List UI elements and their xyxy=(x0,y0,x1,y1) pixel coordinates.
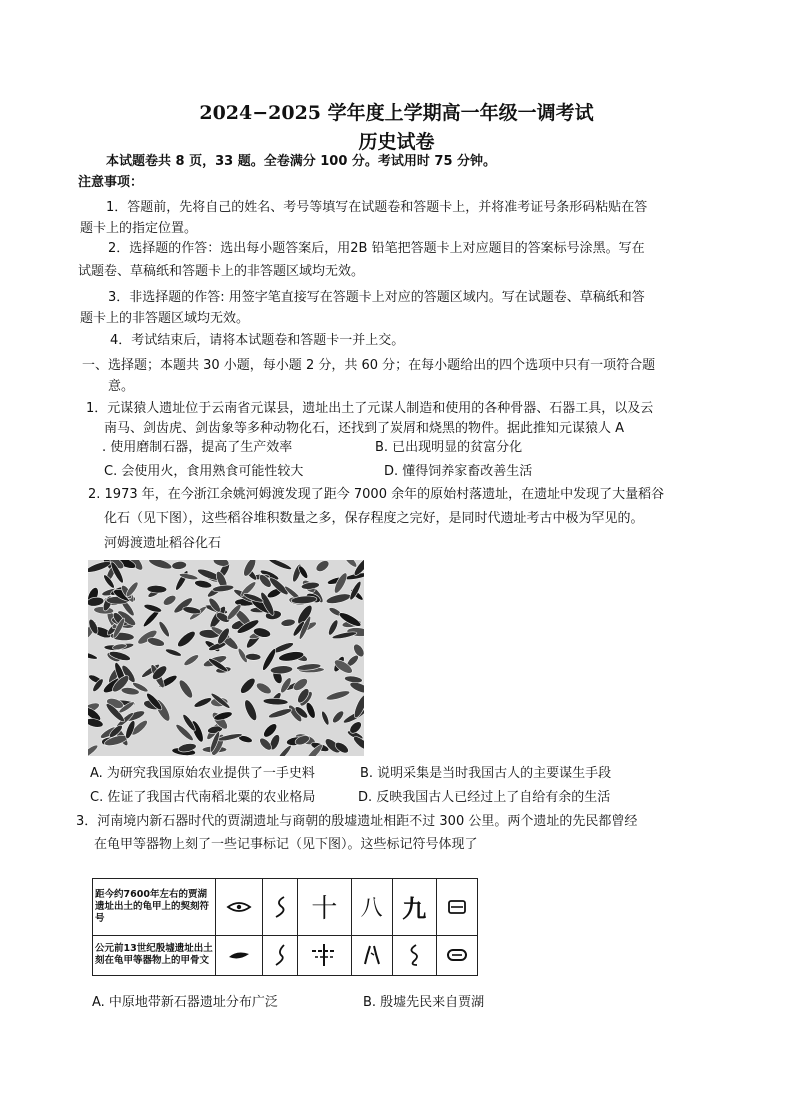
sun-box-icon xyxy=(447,899,467,915)
q2-figure-caption: 河姆渡遗址稻谷化石 xyxy=(104,536,222,551)
q1-option-b: B. 已出现明显的贫富分化 xyxy=(375,440,523,455)
symbol-comparison-table xyxy=(92,878,478,976)
split-glyph-icon xyxy=(362,943,382,967)
table-row-yinxu xyxy=(93,935,478,975)
q3-stem-line-1: 3．河南境内新石器时代的贾湖遗址与商朝的殷墟遗址相距不过 300 公里。两个遗址的先民都曾经 xyxy=(76,814,638,829)
q3-stem-line-2: 在龟甲等器物上刻了一些记事标记（见下图）。这些标记符号体现了 xyxy=(94,837,478,852)
q1-option-c: C. 会使用火，食用熟食可能性较大 xyxy=(104,464,304,479)
note-2-line-2: 试题卷、草稿纸和答题卡上的非答题区域均无效。 xyxy=(78,264,365,279)
exam-info: 本试题卷共 8 页，33 题。全卷满分 100 分。考试用时 75 分钟。 xyxy=(106,154,497,169)
hook-icon xyxy=(271,894,289,920)
eye-icon xyxy=(226,900,252,914)
q2-option-c: C. 佐证了我国古代南稻北粟的农业格局 xyxy=(90,790,316,805)
yinxu-nine-symbol xyxy=(392,935,436,975)
rice-fossil-photo xyxy=(88,560,364,756)
jiahu-sun-symbol xyxy=(436,879,477,936)
exam-subtitle: 历史试卷 xyxy=(358,131,435,153)
note-3-line-2: 题卡上的非答题区域均无效。 xyxy=(80,311,250,326)
q1-option-d: D. 懂得饲养家畜改善生活 xyxy=(384,464,533,479)
jiahu-ten-symbol: 十 xyxy=(298,879,351,936)
jiahu-eye-symbol xyxy=(216,879,263,936)
jiahu-nine-symbol: 九 xyxy=(392,879,436,936)
q2-option-b: B. 说明采集是当时我国古人的主要谋生手段 xyxy=(360,766,612,781)
table-row-jiahu xyxy=(93,879,478,936)
yinxu-ten-symbol xyxy=(298,935,351,975)
exam-title: 2024−2025 学年度上学期高一年级一调考试 xyxy=(199,102,594,124)
eye-glyph-icon xyxy=(227,948,251,962)
note-2-line-1: 2．选择题的作答：选出每小题答案后，用2B 铅笔把答题卡上对应题目的答案标号涂黑。写在 xyxy=(108,241,645,256)
q2-option-a: A. 为研究我国原始农业提供了一手史料 xyxy=(90,766,315,781)
section-1-line-2: 意。 xyxy=(108,379,135,394)
q1-stem-line-1: 1．元谋猿人遗址位于云南省元谋县，遗址出土了元谋人制造和使用的各种骨器、石器工具，以及云 xyxy=(86,401,654,416)
row-label-yinxu: 公元前13世纪殷墟遗址出土刻在龟甲等器物上的甲骨文 xyxy=(93,935,216,975)
yinxu-hook-symbol xyxy=(263,935,298,975)
q2-stem-line-2: 化石（见下图），这些稻谷堆积数量之多，保存程度之完好，是同时代遗址考古中极为罕见的。 xyxy=(104,511,644,526)
q3-option-a: A. 中原地带新石器遗址分布广泛 xyxy=(92,995,278,1010)
jiahu-eight-symbol: 八 xyxy=(351,879,392,936)
yinxu-eight-symbol xyxy=(351,935,392,975)
note-1-line-2: 题卡上的指定位置。 xyxy=(80,221,198,236)
q3-option-b: B. 殷墟先民来自贾湖 xyxy=(363,995,485,1010)
q1-option-a: . 使用磨制石器，提高了生产效率 xyxy=(102,440,293,455)
curl-glyph-icon xyxy=(405,942,423,968)
notes-heading: 注意事项： xyxy=(78,175,144,190)
note-1-line-1: 1．答题前，先将自己的姓名、考号等填写在试题卷和答题卡上，并将准考证号条形码粘贴在答 xyxy=(106,200,648,215)
note-4: 4．考试结束后，请将本试题卷和答题卡一并上交。 xyxy=(110,333,405,348)
row-label-jiahu: 距今约7600年左右的贾湖遗址出土的龟甲上的契刻符号 xyxy=(93,879,216,936)
note-3-line-1: 3．非选择题的作答: 用签字笔直接写在答题卡上对应的答题区域内。写在试题卷、草稿纸和答 xyxy=(108,290,645,305)
oval-glyph-icon xyxy=(446,948,468,962)
stroke-glyph-icon xyxy=(272,942,288,968)
q1-stem-line-2: 南马、剑齿虎、剑齿象等多种动物化石，还找到了炭屑和烧黑的物件。据此推知元谋猿人 A xyxy=(104,421,625,436)
q2-stem-line-1: 2. 1973 年，在今浙江余姚河姆渡发现了距今 7000 余年的原始村落遗址，在遗址中发现了大量稻谷 xyxy=(88,487,665,502)
yinxu-sun-symbol xyxy=(436,935,477,975)
cross-glyph-icon xyxy=(309,942,339,968)
q2-option-d: D. 反映我国古人已经过上了自给有余的生活 xyxy=(358,790,611,805)
yinxu-eye-symbol xyxy=(216,935,263,975)
section-1-line-1: 一、选择题；本题共 30 小题，每小题 2 分，共 60 分；在每小题给出的四个选项中只有一项符合题 xyxy=(82,358,656,373)
jiahu-hook-symbol xyxy=(263,879,298,936)
